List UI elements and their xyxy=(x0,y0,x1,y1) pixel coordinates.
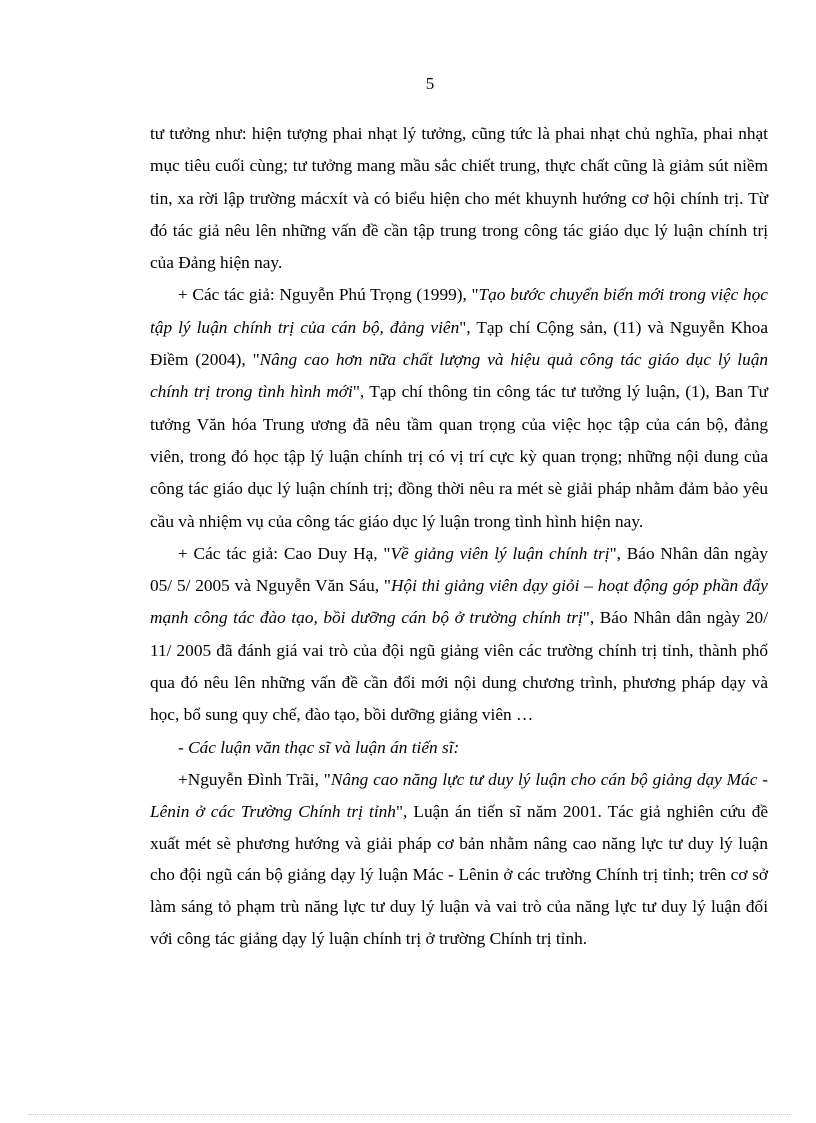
text-run: ", Tạp chí thông tin công tác tư tưởng lý luận, (1), Ban Tư tưởng Văn hóa Trung ương đã nêu tầm quan trọng của việc học tập của cán bộ, đảng viên, trong đó học tập lý luận chính trị có vị trí cực kỳ quan trọng; những nội dung của công tác giáo dục lý luận chính trị; đồng thời nêu ra mét sè giải pháp nhằm đảm bảo yêu cầu và nhiệm vụ của công tác giáo dục lý luận trong tình hình hiện nay. xyxy=(150,382,769,531)
text-run: + Các tác giả: Nguyễn Phú Trọng (1999), " xyxy=(178,285,479,305)
italic-text: - Các luận văn thạc sĩ và luận án tiến sĩ: xyxy=(178,737,460,757)
italic-text: Hội thi giảng viên dạy giỏi – hoạt động góp phần đẩy mạnh công tác đào tạo, bồi dưỡng cán bộ ở trường chính trị xyxy=(150,576,768,628)
text-run: + Các tác giả: Cao Duy Hạ, " xyxy=(178,543,391,563)
text-run: ", Luận án tiến sĩ năm 2001. Tác giả nghiên cứu đề xuất mét sè phương hướng và giải pháp cơ bản nhằm nâng cao năng lực tư duy lý luận cho đội ngũ cán bộ giảng dạy lý luận Mác - Lênin ở các trường Chính trị tỉnh; trên cơ sở làm sáng tỏ phạm trù năng lực tư duy lý luận và vai trò của năng lực tư duy lý luận đối với công tác giảng dạy lý luận chính trị ở trường Chính trị tỉnh. xyxy=(150,801,769,948)
paragraph xyxy=(150,279,768,537)
page-number: 5 xyxy=(425,74,435,93)
paragraph xyxy=(150,538,768,732)
document-body xyxy=(150,118,768,955)
paragraph xyxy=(150,118,768,279)
paragraph xyxy=(150,764,768,955)
paragraph xyxy=(150,732,768,764)
italic-text: Nâng cao hơn nữa chất lượng và hiệu quả công tác giáo dục lý luận chính trị trong tình hình mới xyxy=(150,350,768,402)
text-run: ", Báo Nhân dân ngày 05/ 5/ 2005 và Nguyễn Văn Sáu, " xyxy=(150,543,768,596)
italic-text: Về giảng viên lý luận chính trị xyxy=(390,543,610,563)
text-run: +Nguyễn Đình Trãi, " xyxy=(178,769,331,789)
text-run: ", Tạp chí Cộng sản, (11) và Nguyễn Khoa Điềm (2004), " xyxy=(150,317,768,370)
page-bottom-divider xyxy=(28,1114,792,1115)
italic-text: Tạo bước chuyển biến mới trong việc học tập lý luận chính trị của cán bộ, đảng viên xyxy=(150,285,768,337)
text-run: tư tưởng như: hiện tượng phai nhạt lý tưởng, cũng tức là phai nhạt chủ nghĩa, phai nhạt mục tiêu cuối cùng; tư tưởng mang mầu sắc chiết trung, thực chất cũng là giảm sút niềm tin, xa rời lập trường mácxít và có biểu hiện cho mét khuynh hướng cơ hội chính trị. Từ đó tác giả nêu lên những vấn đề cần tập trung trong công tác giáo dục lý luận chính trị của Đảng hiện nay. xyxy=(150,124,768,273)
italic-text: Nâng cao năng lực tư duy lý luận cho cán bộ giảng dạy Mác - Lênin ở các Trường Chính trị tỉnh xyxy=(150,769,768,821)
text-run: ", Báo Nhân dân ngày 20/ 11/ 2005 đã đánh giá vai trò của đội ngũ giảng viên các trường chính trị tỉnh, thành phố qua đó nêu lên những vấn đề cần đổi mới nội dung chương trình, phương pháp dạy và học, bổ sung quy chế, đào tạo, bồi dưỡng giảng viên … xyxy=(150,608,768,725)
